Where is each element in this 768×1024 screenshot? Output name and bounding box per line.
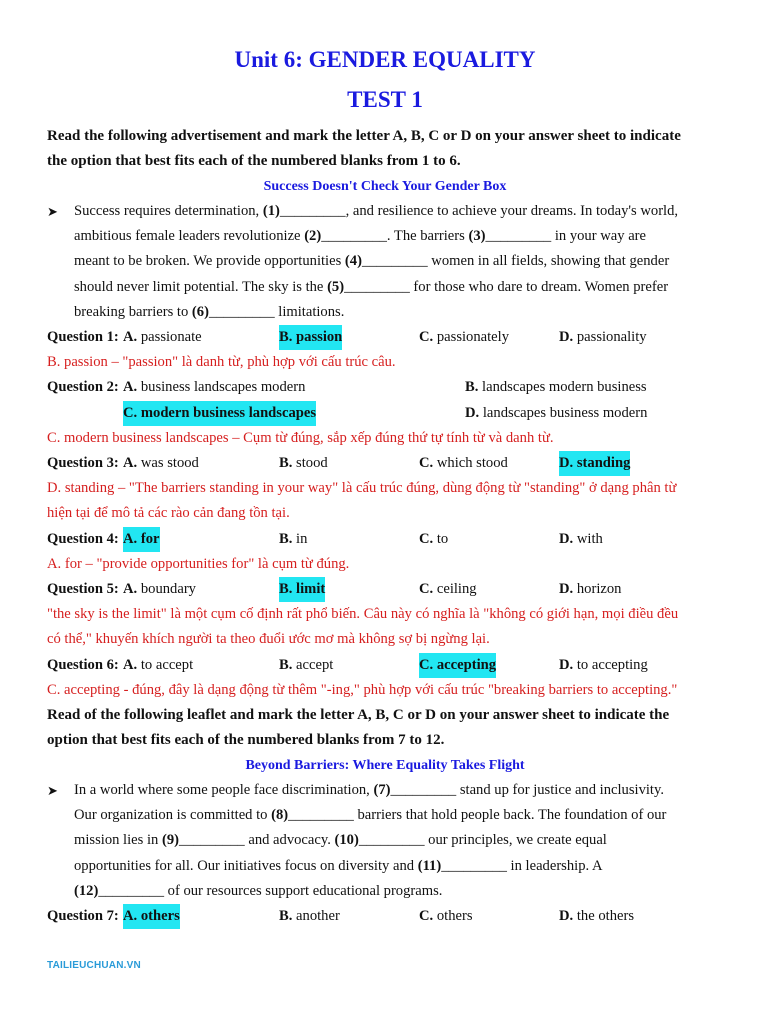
passage-text: _________ in your way are [485, 228, 647, 245]
option-letter: D. [559, 907, 574, 924]
option-text: boundary [140, 580, 196, 597]
passage-text: _________ of our resources support educational programs. [98, 882, 443, 899]
question-row [47, 653, 723, 678]
instruction-line: the option that best fits each of the numbered blanks from 1 to 6. [47, 153, 461, 169]
option-letter: D. [465, 404, 480, 421]
option-text: in [296, 530, 308, 547]
option-letter: A. [123, 580, 138, 597]
question-label: Question 5: [47, 580, 119, 597]
answer-option[interactable] [559, 653, 648, 678]
option-text: horizon [576, 580, 622, 597]
answer-option[interactable] [419, 325, 509, 350]
option-letter: A. [123, 656, 138, 673]
explanation-line: B. passion – "passion" là danh từ, phù hợp với cấu trúc câu. [47, 354, 396, 371]
answer-explanation [47, 426, 723, 451]
option-text: passionate [140, 329, 202, 346]
option-text: to accepting [576, 656, 648, 673]
option-text: another [296, 907, 340, 924]
answer-option[interactable] [559, 577, 621, 602]
option-text: stood [296, 454, 328, 471]
explanation-line: hiện tại để mô tả các rào cản đang tồn tại. [47, 505, 290, 522]
blank-number: (10) [334, 832, 359, 849]
question-label: Question 7: [47, 907, 119, 924]
passage-line [74, 803, 723, 828]
passage1 [47, 199, 723, 325]
passage-text: meant to be broken. We provide opportunities [74, 253, 345, 270]
blank-number: (12) [74, 882, 99, 899]
answer-option[interactable] [279, 527, 307, 552]
explanation-line: "the sky is the limit" là một cụm cố định rất phổ biến. Câu này có nghĩa là "không có giới hạn, mọi điều đều [47, 606, 679, 623]
question-row-continued [47, 401, 723, 426]
option-letter: A. [123, 379, 138, 396]
answer-explanation [47, 552, 723, 577]
option-text: to accept [140, 656, 194, 673]
passage-line [74, 778, 723, 803]
option-letter: C. [419, 454, 434, 471]
passage-text: _________ barriers that hold people back. The foundation of our [288, 807, 667, 824]
section2-instruction [47, 703, 723, 753]
answer-explanation [47, 350, 723, 375]
option-text: was stood [140, 454, 199, 471]
passage-line [74, 828, 723, 853]
unit-title: Unit 6: GENDER EQUALITY [234, 47, 536, 72]
passage-text: ambitious female leaders revolutionize [74, 228, 305, 245]
option-letter: D. [559, 580, 574, 597]
option-text: others [436, 907, 473, 924]
passage-text: _________ and advocacy. [179, 832, 335, 849]
option-letter: A. [123, 329, 138, 346]
answer-option[interactable] [465, 375, 647, 400]
option-text: passion [296, 329, 343, 346]
option-letter: A. [123, 530, 138, 547]
explanation-line: có thể," khuyến khích người ta theo đuổi ước mơ mà không sợ bị ngừng lại. [47, 631, 490, 648]
site-logo: TAILIEUCHUAN.VN [47, 960, 141, 971]
explanation-line: D. standing – "The barriers standing in your way" là cấu trúc đúng, dùng động từ "standing" ở dạng phân từ [47, 480, 677, 497]
passage-line [74, 199, 723, 224]
passage-line [74, 249, 723, 274]
option-letter: C. [419, 656, 434, 673]
answer-option[interactable] [123, 325, 202, 350]
answer-option[interactable] [123, 653, 193, 678]
option-text: standing [576, 454, 631, 471]
passage2-title: Beyond Barriers: Where Equality Takes Flight [245, 757, 525, 773]
option-text: passionately [436, 329, 510, 346]
answer-option[interactable] [123, 577, 196, 602]
passage-line [74, 854, 723, 879]
passage-text: Success requires determination, [74, 203, 263, 219]
option-letter: A. [123, 907, 138, 924]
passage-line [74, 879, 723, 904]
question-label: Question 2: [47, 379, 119, 396]
answer-explanation [47, 678, 723, 703]
instruction-line: Read the following advertisement and mark the letter A, B, C or D on your answer sheet to indicate [47, 128, 681, 144]
passage1-title: Success Doesn't Check Your Gender Box [263, 179, 507, 194]
passage-text: opportunities for all. Our initiatives focus on diversity and [74, 857, 418, 874]
question-label: Question 4: [47, 530, 119, 547]
section1-instruction [47, 124, 723, 174]
correct-answer-option[interactable] [559, 451, 630, 476]
option-letter: B. [279, 580, 293, 597]
option-letter: C. [419, 580, 434, 597]
question-row [47, 375, 723, 400]
question-row [47, 451, 723, 476]
option-text: others [140, 907, 180, 924]
option-letter: B. [279, 907, 293, 924]
option-letter: D. [559, 329, 574, 346]
option-text: with [576, 530, 603, 547]
bullet-arrow-icon: ➤ [47, 782, 58, 798]
questions-part1 [47, 325, 723, 703]
answer-option[interactable] [419, 904, 473, 929]
option-text: landscapes modern business [482, 379, 647, 396]
option-letter: C. [123, 404, 138, 421]
option-letter: B. [279, 656, 293, 673]
question-label: Question 1: [47, 329, 119, 346]
passage-text: Our organization is committed to [74, 807, 272, 824]
blank-number: (5) [327, 278, 345, 295]
option-text: accepting [436, 656, 497, 673]
option-text: passionality [576, 329, 647, 346]
question-row [47, 577, 723, 602]
explanation-line: A. for – "provide opportunities for" là cụm từ đúng. [47, 555, 350, 572]
worksheet-page [47, 40, 723, 929]
option-letter: B. [465, 379, 479, 396]
bullet-arrow-icon: ➤ [47, 204, 58, 219]
passage-text: _________ our principles, we create equal [358, 832, 607, 849]
option-text: limit [296, 580, 326, 597]
explanation-line: C. accepting - đúng, đây là dạng động từ thêm "-ing," phù hợp với cấu trúc "breaking barriers to accepting." [47, 681, 678, 698]
question-row [47, 325, 723, 350]
blank-number: (7) [373, 781, 391, 798]
option-text: landscapes business modern [482, 404, 648, 421]
questions-part2 [47, 904, 723, 929]
blank-number: (2) [304, 228, 322, 245]
blank-number: (3) [468, 228, 486, 245]
answer-explanation [47, 476, 723, 526]
option-text: modern business landscapes [140, 404, 317, 421]
blank-number: (6) [191, 303, 209, 320]
option-text: ceiling [436, 580, 477, 597]
option-letter: B. [279, 454, 293, 471]
answer-explanation [47, 602, 723, 652]
instruction-line: option that best fits each of the numbered blanks from 7 to 12. [47, 731, 445, 748]
option-letter: C. [419, 329, 434, 346]
option-letter: D. [559, 656, 574, 673]
option-text: to [436, 530, 449, 547]
passage-text: _________ women in all fields, showing that gender [361, 253, 670, 270]
blank-number: (8) [271, 807, 289, 824]
passage-line [74, 300, 723, 325]
passage-text: In a world where some people face discrimination, [74, 781, 374, 798]
option-text: for [140, 530, 160, 547]
blank-number: (11) [417, 857, 442, 874]
answer-option[interactable] [279, 451, 328, 476]
passage-text: _________ in leadership. A [441, 857, 603, 874]
option-text: accept [296, 656, 334, 673]
answer-option[interactable] [559, 325, 647, 350]
question-row [47, 527, 723, 552]
answer-option[interactable] [123, 451, 199, 476]
test-title: TEST 1 [347, 87, 423, 112]
option-letter: B. [279, 530, 293, 547]
answer-option[interactable] [419, 577, 477, 602]
correct-answer-option[interactable] [123, 401, 316, 426]
blank-number: (4) [344, 253, 362, 270]
option-letter: D. [559, 454, 574, 471]
correct-answer-option[interactable] [279, 325, 342, 350]
passage-text: _________ stand up for justice and inclusivity. [390, 781, 664, 798]
option-letter: C. [419, 530, 434, 547]
blank-number: (1) [262, 203, 280, 219]
option-text: the others [576, 907, 635, 924]
instruction-line: Read of the following leaflet and mark the letter A, B, C or D on your answer sheet to indicate the [47, 706, 670, 723]
passage-text: should never limit potential. The sky is the [74, 278, 328, 295]
passage-text: _________. The barriers [321, 228, 469, 245]
explanation-line: C. modern business landscapes – Cụm từ đúng, sắp xếp đúng thứ tự tính từ và danh từ. [47, 429, 554, 446]
correct-answer-option[interactable] [123, 904, 180, 929]
answer-option[interactable] [559, 527, 603, 552]
passage-line [74, 275, 723, 300]
answer-option[interactable] [123, 375, 305, 400]
option-letter: B. [279, 329, 293, 346]
answer-option[interactable] [419, 527, 448, 552]
correct-answer-option[interactable] [419, 653, 496, 678]
passage-text: mission lies in [74, 832, 162, 849]
question-label: Question 6: [47, 656, 119, 673]
passage-text: breaking barriers to [74, 303, 192, 320]
passage2 [47, 778, 723, 904]
option-letter: D. [559, 530, 574, 547]
correct-answer-option[interactable] [279, 577, 325, 602]
question-label: Question 3: [47, 454, 119, 471]
correct-answer-option[interactable] [123, 527, 160, 552]
answer-option[interactable] [279, 904, 340, 929]
passage-line [74, 224, 723, 249]
passage-text: _________ for those who dare to dream. Women prefer [344, 278, 669, 295]
answer-option[interactable] [279, 653, 333, 678]
option-text: business landscapes modern [140, 379, 306, 396]
passage-text: _________ limitations. [208, 303, 345, 320]
option-letter: C. [419, 907, 434, 924]
answer-option[interactable] [465, 401, 647, 426]
option-letter: A. [123, 454, 138, 471]
passage-text: _________, and resilience to achieve your dreams. In today's world, [279, 203, 679, 219]
option-text: which stood [436, 454, 508, 471]
answer-option[interactable] [559, 904, 634, 929]
answer-option[interactable] [419, 451, 508, 476]
blank-number: (9) [161, 832, 180, 849]
question-row [47, 904, 723, 929]
